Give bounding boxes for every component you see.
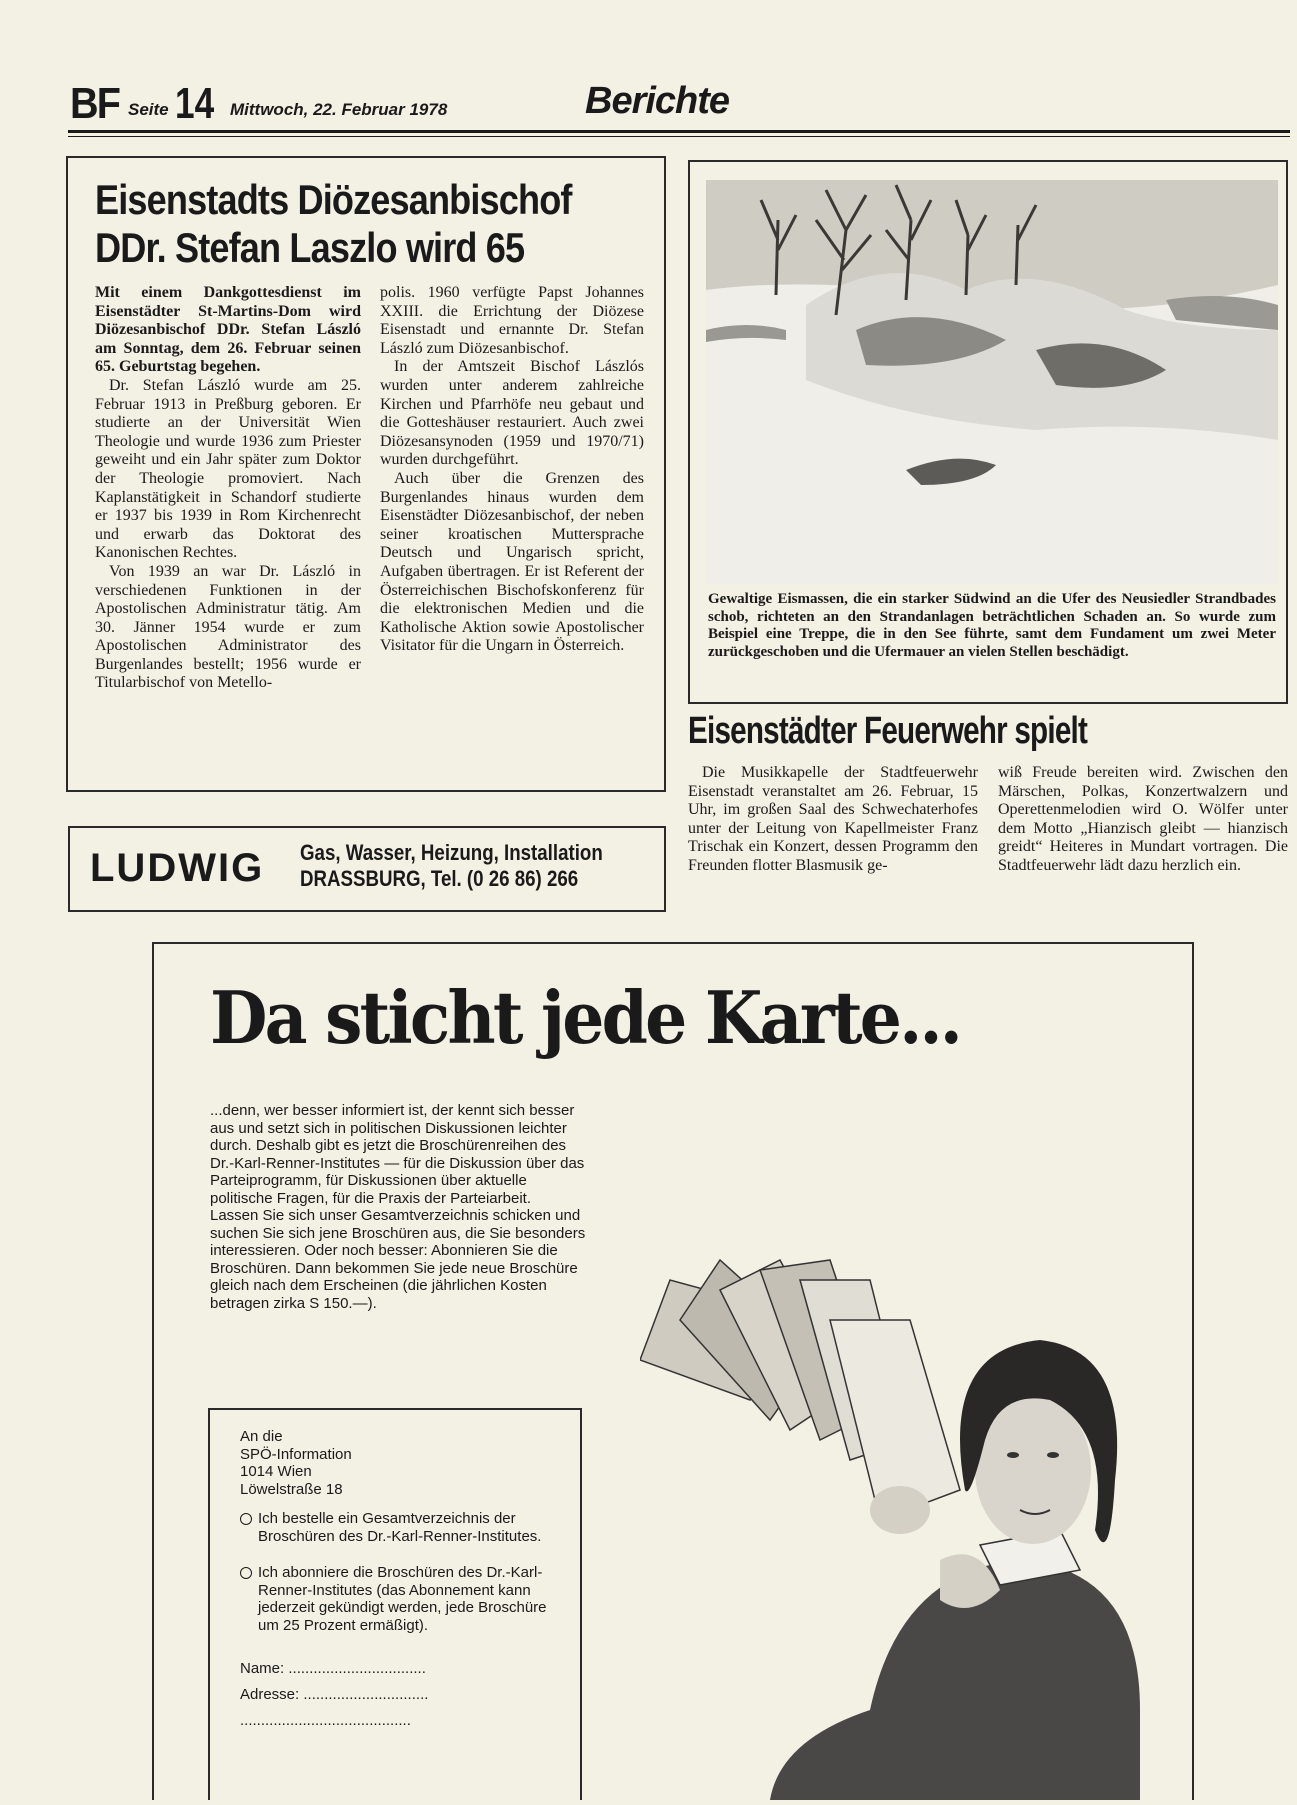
masthead-rule (68, 130, 1290, 133)
coupon-option-text: Ich bestelle ein Gesamtverzeichnis der Broschüren des Dr.-Karl-Renner-Institutes. (258, 1510, 542, 1545)
photo-caption: Gewaltige Eismassen, die ein starker Südwind an die Ufer des Neusiedler Strandbades schob, richteten an den Strandanlagen beträchtlichen Schaden an. So wurde zum Beispiel eine Treppe, die in den See führte, samt dem Fundament um zwei Meter zurückgeschoben und die Ufermauer an vielen Stellen beschädigt. (708, 591, 1276, 660)
article-paragraph: Dr. Stefan László wurde am 25. Februar 1913 in Preßburg geboren. Er studierte an der Universität Wien Theologie und wurde 1936 zum Priester geweiht und ein Jahr später zum Doktor der Theologie promoviert. Nach Kaplanstätigkeit in Schandorf studierte er 1937 bis 1939 in Rom Kirchenrecht und erwarb das Doktorat des Kanonischen Rechtes. (95, 376, 361, 562)
checkbox-circle-icon[interactable] (240, 1567, 252, 1579)
spo-ad-headline: Da sticht jede Karte... (210, 975, 961, 1060)
masthead-section: Berichte (585, 80, 730, 122)
feuerwehr-headline: Eisenstädter Feuerwehr spielt (688, 710, 1088, 752)
article-paragraph: In der Amtszeit Bischof Lászlós wurden unter anderem zahlreiche Kirchen und Pfarrhöfe neu gebaut und die Gotteshäuser restauriert. Auch zwei Diözesansynoden (1959 und 1970/71) wurden durchgeführt. (380, 358, 644, 469)
coupon-address-line: SPÖ-Information (240, 1445, 352, 1463)
article-paragraph: Auch über die Grenzen des Burgenlandes hinaus wurden dem Eisenstädter Diözesanbischof, der neben seiner kroatischen Muttersprache Deutsch und Ungarisch spricht, Aufgaben übertragen. Er ist Referent der Österreichischen Bischofskonferenz für die elektronischen Medien und die Katholische Aktion sowie Apostolischer Visitator für die Ungarn in Österreich. (380, 469, 644, 655)
coupon-address-label: Adresse: (240, 1686, 300, 1703)
article-paragraph: Die Musikkapelle der Stadtfeuerwehr Eisenstadt veranstaltet am 26. Februar, 15 Uhr, im großen Saal des Schwechaterhofes unter der Leitung von Kapellmeister Franz Trischak ein Konzert, dessen Programm den Freunden flotter Blasmusik ge- (688, 764, 978, 874)
coupon-address-line: Löwelstraße 18 (240, 1480, 343, 1498)
feuerwehr-column-1 (688, 764, 978, 876)
coupon-address-line: An die (240, 1428, 283, 1445)
coupon-address-line: 1014 Wien (240, 1463, 312, 1480)
masthead-page-label: Seite (128, 100, 169, 119)
bishop-article-column-1 (95, 284, 361, 693)
masthead-paper-logo: BF (70, 79, 120, 128)
coupon-option-subscription[interactable] (240, 1564, 560, 1634)
coupon-extra-line[interactable]: ......................................... (240, 1712, 411, 1729)
bishop-article-column-2 (380, 284, 644, 656)
spo-ad-body (210, 1102, 588, 1312)
headline-line-2: DDr. Stefan Laszlo wird 65 (95, 224, 525, 271)
masthead-rule-thin (68, 136, 1290, 137)
bishop-article-headline (95, 176, 577, 272)
masthead-page-number: 14 (175, 79, 215, 128)
ludwig-ad-services: Gas, Wasser, Heizung, Installation (300, 840, 603, 865)
ludwig-ad-contact: DRASSBURG, Tel. (0 26 86) 266 (300, 866, 579, 891)
coupon-address (240, 1428, 560, 1498)
coupon-address-dots: .............................. (303, 1686, 429, 1703)
ludwig-ad-name: LUDWIG (90, 846, 265, 890)
masthead-date: Mittwoch, 22. Februar 1978 (230, 100, 448, 119)
coupon-name-label: Name: (240, 1660, 285, 1677)
ad-paragraph: ...denn, wer besser informiert ist, der kennt sich besser aus und setzt sich in politischen Diskussionen leichter durch. Deshalb gibt es jetzt die Broschürenreihen des Dr.-Karl-Renner-Institutes — für die Diskussion über das Parteiprogramm, für Diskussionen über aktuelle politische Fragen, für die Praxis der Parteiarbeit. (210, 1102, 585, 1207)
checkbox-circle-icon[interactable] (240, 1513, 252, 1525)
ice-masses-photo (706, 180, 1278, 584)
feuerwehr-column-2 (998, 764, 1288, 876)
headline-line-1: Eisenstadts Diözesanbischof (95, 176, 572, 223)
ad-paragraph: Lassen Sie sich unser Gesamtverzeichnis schicken und suchen Sie sich jene Broschüren aus, die Sie besonders interessieren. Oder noch besser: Abonnieren Sie die Broschüren. Dann bekommen Sie jede neue Broschüre gleich nach dem Erscheinen (die jährlichen Kosten betragen zirka S 150.—). (210, 1207, 586, 1312)
woman-with-brochures-image (640, 1240, 1160, 1800)
article-lead: Mit einem Dankgottesdienst im Eisenstädter St-Martins-Dom wird Diözesanbischof DDr. Stefan László am Sonntag, dem 26. Februar seinen 65. Geburtstag begehen. (95, 284, 361, 376)
coupon-address-field[interactable] (240, 1686, 560, 1704)
article-paragraph: wiß Freude bereiten wird. Zwischen den Märschen, Polkas, Konzertwalzern und Operettenmelodien wird O. Wölfer unter dem Motto „Hianzisch gleibt — hianzisch greidt“ Heiteres in Mundart vortragen. Die Stadtfeuerwehr lädt dazu herzlich ein. (998, 764, 1288, 874)
coupon-option-text: Ich abonniere die Broschüren des Dr.-Karl-Renner-Institutes (das Abonnement kann jederzeit gekündigt werden, jede Broschüre um 25 Prozent ermäßigt). (258, 1564, 547, 1634)
coupon-option-catalog[interactable] (240, 1510, 560, 1545)
coupon-name-field[interactable] (240, 1660, 560, 1678)
coupon-name-dots: ................................. (288, 1660, 426, 1677)
article-paragraph: polis. 1960 verfügte Papst Johannes XXIII. die Errichtung der Diözese Eisenstadt und ernannte Dr. Stefan László zum Diözesanbischof. (380, 284, 644, 357)
article-paragraph: Von 1939 an war Dr. László in verschiedenen Funktionen in der Apostolischen Administratur tätig. Am 30. Jänner 1954 wurde er zum Apostolischen Administrator des Burgenlandes bestellt; 1956 wurde er Titularbischof von Metello- (95, 562, 361, 692)
